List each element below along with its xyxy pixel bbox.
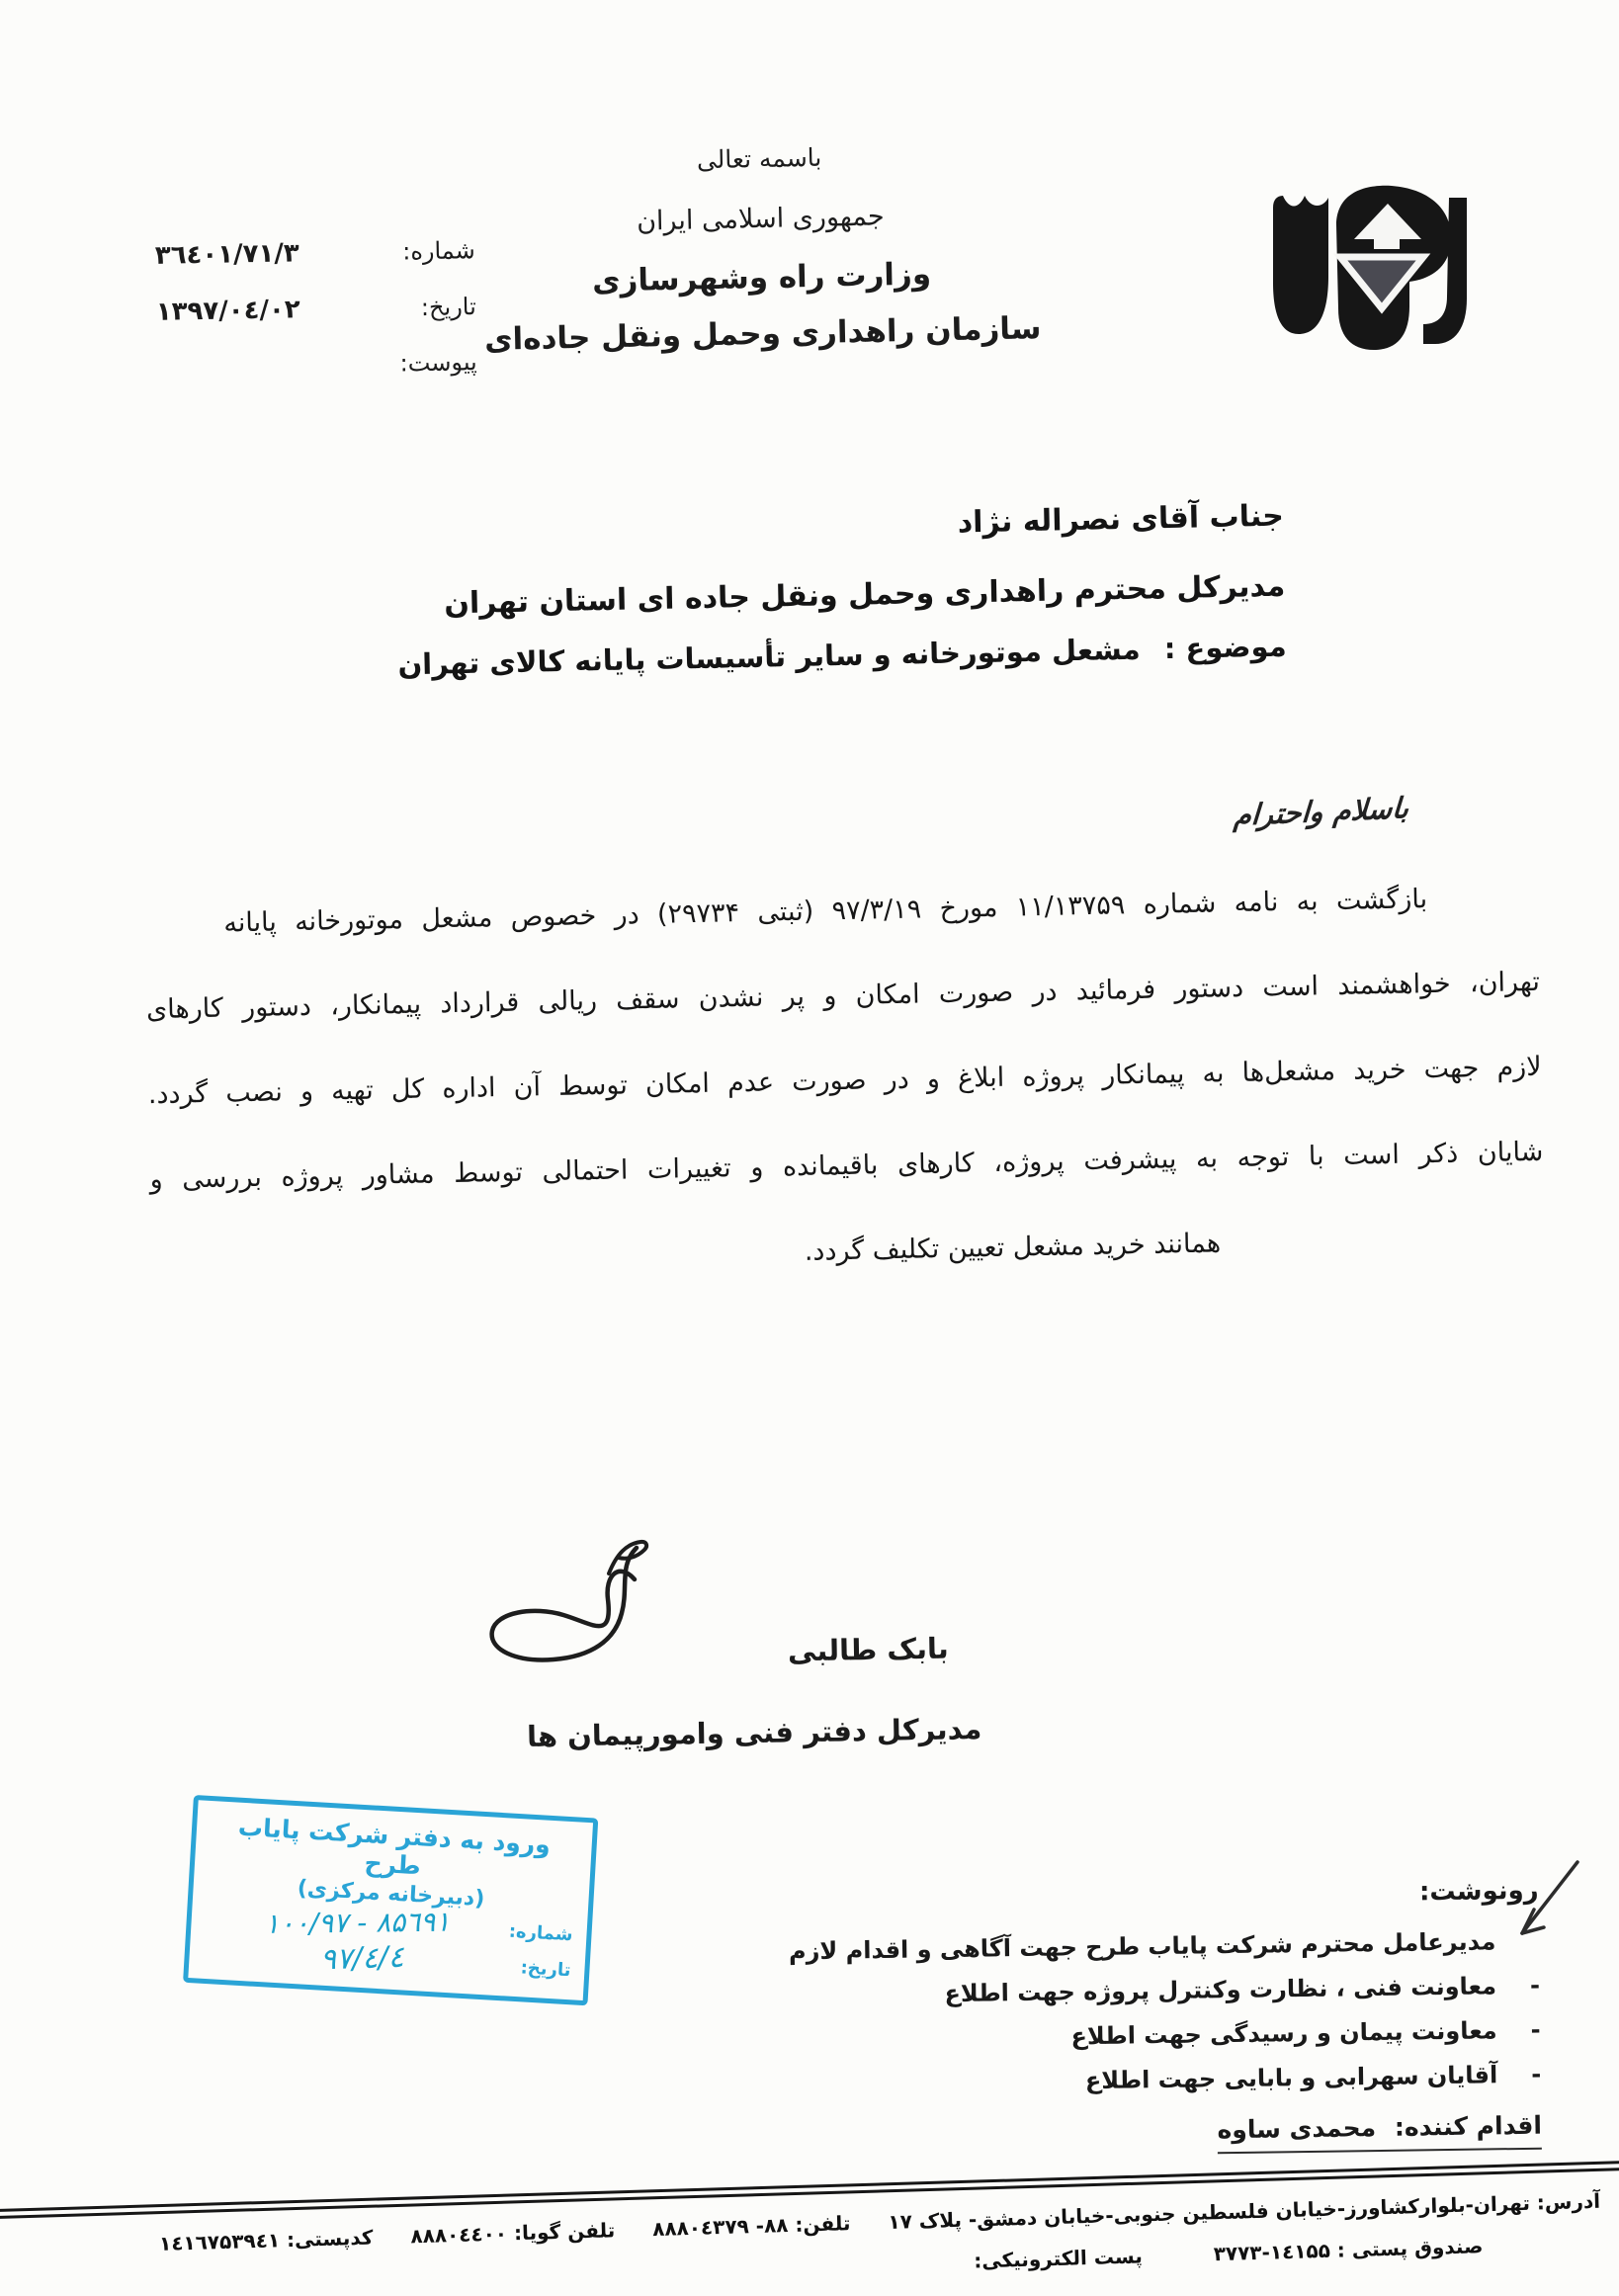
cc-item-text: معاونت پیمان و رسیدگی جهت اطلاع [1069,2016,1497,2051]
stamp-date-label: تاریخ: [520,1957,572,1982]
handler-name: محمدی ساوه [1216,2113,1376,2145]
organization-text: سازمان راهداری وحمل ونقل جاده‌ای [483,310,1042,358]
cc-item [790,2059,1541,2102]
cc-item [790,2014,1541,2058]
body-paragraph [144,869,1546,1321]
subject-label: موضوع : [1163,629,1287,666]
signature-scribble [443,1534,695,1736]
attachment-label: پیوست: [399,348,477,378]
stamp-title: ورود به دفتر شرکت پایاب طرح [237,1812,552,1881]
body-line: لازم جهت خرید مشعل‌ها به پیمانکار پروژه ابلاغ و در صورت عدم امکان توسط آن اداره کل تهیه و نصب گردد. [147,1051,1542,1111]
handler-label: اقدام کننده: [1394,2110,1542,2142]
stamp-date-row [203,1932,571,1988]
cc-label: رونوشت: [1418,1875,1539,1908]
cc-item [788,1925,1539,1969]
footer-phone: تلفن: ۸۸- ۸۸۸۰٤۳۷۹ [651,2211,851,2242]
ministry-text: وزارت راه وشهرسازی [591,256,932,299]
body-line: همانند خرید مشعل تعیین تکلیف گردد. [804,1228,1222,1267]
cc-item-text: مدیرعامل محترم شرکت پایاب طرح جهت آگاهی و اقدام لازم [788,1927,1496,1966]
footer-postal-code: کدپستی: ۱٤۱٦۷۵۳۹٤۱ [158,2225,374,2255]
recipient-title: مدیرکل محترم راهداری وحمل ونقل جاده ای استان تهران [443,568,1286,622]
footer-voice-phone: تلفن گویا: ۸۸۸۰٤٤۰۰ [410,2218,616,2249]
body-line: بازگشت به نامه شماره ۱۱/۱۳۷۵۹ مورخ ۹۷/۳/۱۹ (ثبتی ۲۹۷۳۴) در خصوص مشعل موتورخانه پایانه [223,884,1428,939]
letter-number-label: شماره: [401,236,476,266]
signatory-title: مدیرکل دفتر فنی وامورپیمان ها [526,1711,982,1754]
republic-text: جمهوری اسلامی ایران [636,201,885,237]
cc-dash: - [1530,2060,1542,2088]
handler-row [1217,2111,1542,2155]
letter-date-value: ١٣٩٧/٠٤/٠٢ [155,295,300,327]
letterhead [393,136,1129,359]
entry-stamp [183,1795,598,2005]
meta-block [155,235,478,408]
recipient-name: جناب آقای نصراله نژاد [957,498,1284,541]
body-line: تهران، خواهشمند است دستور فرمائید در صورت امکان و پر نشدن سقف ریالی قرارداد پیمانکار، دستور کارهای [145,966,1541,1026]
letter-date-label: تاریخ: [420,293,477,322]
footer-address: آدرس: تهران-بلوارکشاورز-خیابان فلسطین جنوبی-خیابان دمشق- پلاک ۱۷ [888,2188,1601,2235]
letter-number-value: ٣٦٤٠١/٧١/٣ [154,238,300,271]
cc-dash: - [1529,1971,1540,1999]
cc-block [788,1876,1542,2161]
footer-po-box: صندوق پستی : ۱٤۱۵۵-۳۷۷۳ [1213,2234,1484,2266]
besmele-text: باسمه تعالی [696,142,822,175]
subject-row [397,630,1287,682]
cc-item [789,1970,1540,2013]
stamp-number-label: شماره: [508,1920,574,1946]
cc-item-text: معاونت فنی ، نظارت وکنترل پروژه جهت اطلاع [943,1972,1496,2008]
organization-logo-icon [1265,180,1475,356]
signature-icon [443,1534,695,1732]
organization-logo [1265,180,1475,360]
footer-email: پست الکترونیکی: [973,2244,1144,2273]
stamp-date-value: ۹۷/٤/٤ [319,1939,405,1978]
subject-text: مشعل موتورخانه و سایر تأسیسات پایانه کالای تهران [396,632,1141,682]
letter-date-row [156,292,476,327]
attachment-row [157,348,477,382]
stamp-subtitle: (دبیرخانه مرکزی) [297,1876,485,1913]
recipient-block [394,499,1287,682]
letter-number-row [155,235,475,271]
signatory-name: بابک طالبی [787,1631,950,1668]
cc-item-text: آقایان سهرابی و بابایی جهت اطلاع [1084,2061,1498,2095]
body-line: شایان ذکر است با توجه به پیشرفت پروژه، کارهای باقیمانده و تغییرات احتمالی توسط مشاور پروژه بررسی و [149,1136,1544,1196]
salutation-text: باسلام واحترام [1232,791,1409,832]
cc-dash: - [1530,2015,1541,2044]
stamp-number-value: ۱۰۰/۹۷ - ۸۵٦۹۱ [264,1905,451,1940]
